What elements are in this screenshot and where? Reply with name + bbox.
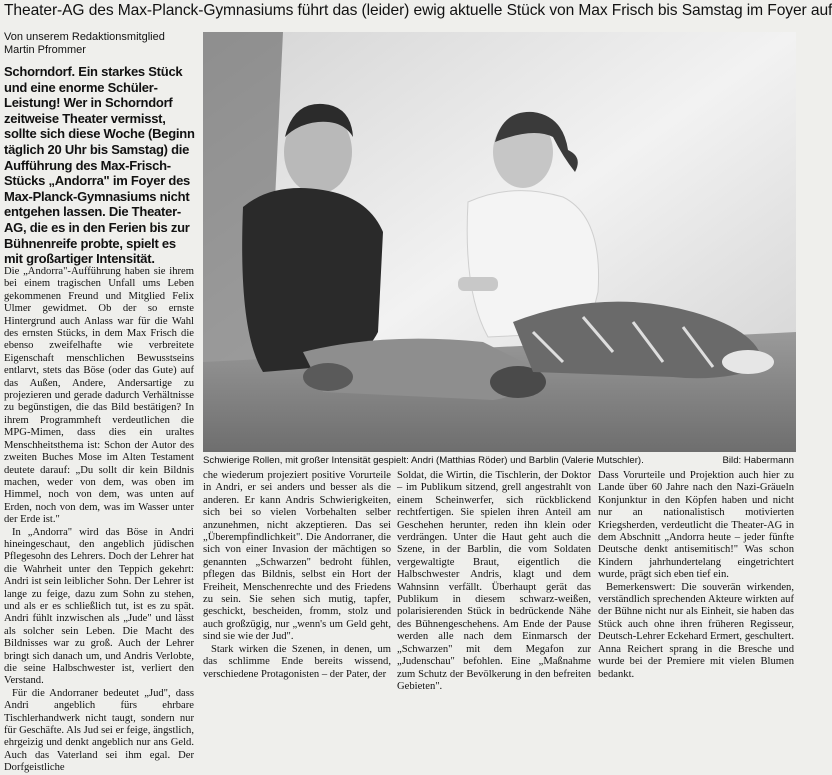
- lead-paragraph: [4, 64, 196, 267]
- column-1-paragraph-2: In „Andorra" wird das Böse in Andri hineingeschaut, den angeblich jüdischen Pflegesohn des Lehrers. Doch der Lehrer hat die Wahrheit unter den Teppich gekehrt: Andri ist sein leiblicher Sohn. Der Lehrer ist lange zu feige, dazu zum Sohn zu stehen, und als er es schließlich tut, ist es zu spät. Andri fühlt inzwischen als „Jude" und lässt als solcher sein Leben. Die Macht des Bildnisses war zu groß. Auch der Lehrer bringt sich danach um, und Andris Verlobte, die seine Halbschwester ist, verliert den Verstand.: [4, 526, 194, 687]
- byline: [4, 31, 165, 57]
- headline: Theater-AG des Max-Planck-Gymnasiums führt das (leider) ewig aktuelle Stück von Max Frisch bis Samstag im Foyer auf: [4, 2, 832, 19]
- caption-text: Schwierige Rollen, mit großer Intensität gespielt: Andri (Matthias Röder) und Barblin (Valerie Mutschler).: [203, 455, 644, 466]
- article-column-3: [397, 470, 591, 692]
- lead-text: Schorndorf. Ein starkes Stück und eine enorme Schüler-Leistung! Wer in Schorndorf zeitweise Theater vermisst, sollte sich diese Woche (Beginn täglich 20 Uhr bis Samstag) die Aufführung des Max-Frisch-Stücks „Andorra" im Foyer des Max-Planck-Gymnasiums nicht entgehen lassen. Die Theater-AG, die es in den Ferien bis zur Bühnenreife probte, spielt es mit großartiger Intensität.: [4, 64, 195, 267]
- column-2-paragraph-2: Stark wirken die Szenen, in denen, um das schlimme Ende bereits wissend, verschiedene Protagonisten – der Pater, der: [203, 643, 391, 680]
- photo-caption: [203, 455, 796, 467]
- column-4-paragraph-2: Bemerkenswert: Die souverän wirkenden, verständlich sprechenden Akteure wirkten auf der Bühne nicht nur als Einheit, sie haben das Stück auch ohne ihren früheren Regisseur, Deutsch-Lehrer Eckehard Ermert, geschultert. Anna Reichert sprang in die Bresche und wurde bei der Premiere mit vielen Blumen bedankt.: [598, 581, 794, 680]
- column-2-paragraph-1: che wiederum projeziert positive Vorurteile in Andri, er sei anders und besser als die anderen. Er kann Andris Schwierigkeiten, sich bei so vielen Vorbehalten selber anzunehmen, nicht akzeptieren. Das sei „Überempfindlichkeit". Die Andorraner, die sich von einer Invasion der mächtigen so genannten „Schwarzen" bedroht fühlen, pflegen das Bildnis, selbst ein Hort der Freiheit, Menschenrechte und des Friedens zu sein. Sie sehen sich mutig, tapfer, geschickt, bescheiden, fromm, stolz und auch großzügig, nur „wenn's um Geld geht, sind sie wie der Jud".: [203, 470, 391, 643]
- byline-line-1: Von unserem Redaktionsmitglied: [4, 31, 165, 43]
- byline-author: Martin Pfrommer: [4, 44, 86, 56]
- article-photo: [203, 32, 796, 452]
- article-column-2: [203, 470, 391, 680]
- photo-credit: Bild: Habermann: [722, 455, 794, 466]
- column-4-paragraph-1: Dass Vorurteile und Projektion auch hier zu Lande über 60 Jahre nach den Nazi-Gräueln Konjunktur in den Köpfen haben und nicht nur an nationalistisch motivierten Kriegsherden, verdeutlicht die Theater-AG in dem Abschnitt „Andorra heute – jeder fünfte Deutsche denkt antisemitisch!" Was schon Kindern jahrhundertelang eingetrichtert wurde, prägt sich eben tief ein.: [598, 470, 794, 581]
- column-1-paragraph-1: Die „Andorra"-Aufführung haben sie ihrem bei einem tragischen Unfall ums Leben gekommenen Freund und Mitglied Felix Ulmer gewidmet. Ob der so ernste Hintergrund auch Anlass war für die Wahl des ernsten Stücks, in dem Max Frisch die ebenso zweifelhafte wie verbreitete Eigenschaft menschlichen Bewusstseins entlarvt, stets das Böse (oder das Gute) auf das Außen, Andere, Andersartige zu projezieren und gerade dadurch Verhältnisse zu begünstigen, die das Bild bestätigen? In ihrem Programmheft verdeutlichen die MPG-Mimen, dass dies ein uraltes Menschheitsthema ist: Schon der Autor des zweiten Buches Mose im Alten Testament deutete darauf: „Du sollt dir kein Bildnis machen, weder von dem, was oben im Himmel, noch von dem, was unten auf Erden, noch von dem, was im Wasser unter der Erde ist.": [4, 266, 194, 526]
- column-1-paragraph-3: Für die Andorraner bedeutet „Jud", dass Andri angeblich fürs ehrbare Tischlerhandwerk nicht taugt, sondern nur für Geschäfte. Als Jud sei er feige, ängstlich, ehrgeizig und denkt angeblich nur ans Geld. Auch das Vaterland sei ihm egal. Der Dorfgeistliche: [4, 687, 194, 774]
- article-column-1: [4, 266, 194, 774]
- article-column-4: [598, 470, 794, 680]
- column-3-paragraph-1: Soldat, die Wirtin, die Tischlerin, der Doktor – im Publikum sitzend, grell angestrahlt von einem Scheinwerfer, sich rückblickend rechtfertigen. Sie spielen ihren Anteil am Geschehen herunter, reden ihn klein oder verdrängen. Unter die Haut geht auch die Szene, in der Barblin, die vom Soldaten vergewaltigte Braut, eigentlich die Halbschwester Andris, klagt und dem Wahnsinn verfällt. Überhaupt gerät das Publikum in diesem schwarz-weißen, polarisierenden Stück in bedrückende Nähe des Bühnengeschehens. Am Ende der Pause werden alle nach dem Einmarsch der „Schwarzen" mit dem Megafon zur „Judenschau" befohlen. Eine „Maßnahme zum Schutz der Bevölkerung in den befreiten Gebieten".: [397, 470, 591, 692]
